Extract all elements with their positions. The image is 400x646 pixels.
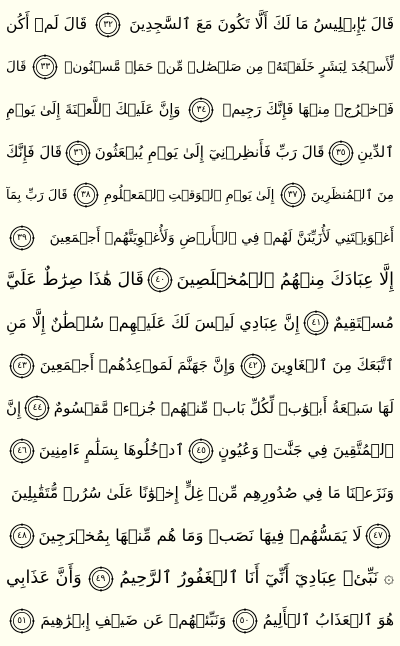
ayah-number: ٤٤ [32,403,43,414]
verse-text: قَالَ [6,58,27,75]
ayah-number-marker [24,395,50,421]
verse-text: وَإِنَّ جَهَنَّمَ لَمَوۡعِدُهُمۡ أَجۡمَعِينَ [39,356,236,375]
verse-text: لَهَا سَبۡعَةُ أَبۡوَٰبٖ لِّكُلِّ بَابٖ مِّنۡهُمۡ جُزۡءٞ مَّقۡسُومٌ [53,398,394,417]
ayah-number-marker [88,566,114,592]
verse-line [6,600,394,643]
verse-line [6,345,394,388]
verse-text: إِلَىٰ يَوۡمِ ٱلۡوَقۡتِ ٱلۡمَعۡلُومِ [104,187,275,203]
verse-text: قَالَ لَمۡ أَكُن [6,15,88,34]
ayah-number: ٥٠ [239,616,250,627]
verse-line [6,302,394,345]
verse-line [6,430,394,473]
verse-line [6,260,394,303]
ayah-number-marker [9,523,35,549]
ayah-number: ٣٢ [103,19,113,30]
ayah-number: ٣٤ [196,104,207,115]
verse-line [6,174,394,217]
verse-lines [6,4,394,643]
verse-text: إِنَّ عِبَادِي لَيۡسَ لَكَ عَلَيۡهِمۡ سُلۡطَٰنٌ إِلَّا مَنِ [6,312,300,332]
ayah-number: ٣٣ [40,62,51,73]
verse-text: وَنَزَعۡنَا مَا فِي صُدُورِهِم مِّنۡ غِلٍّ إِخۡوَٰنًا عَلَىٰ سُرُرٖ مُّتَقَٰبِلِينَ [11,483,394,502]
verse-text: قَالَ رَبِّ بِمَآ [6,187,68,203]
ayah-number: ٥١ [17,616,27,627]
verse-text: هُوَ ٱلۡعَذَابُ ٱلۡأَلِيمُ [262,611,394,630]
ayah-number: ٣٧ [287,190,298,201]
ayah-number: ٣٩ [17,232,27,243]
ayah-number: ٤٠ [155,275,166,286]
verse-text: إِنَّ [6,398,22,417]
ayah-number: ٤٦ [17,445,27,456]
verse-text: ٱدۡخُلُوهَا بِسَلَٰمٍ ءَامِنِينَ [38,440,185,459]
verse-text: لِّأَسۡجُدَ لِبَشَرٍ خَلَقۡتَهُۥ مِن صَلۡصَٰلٖ مِّنۡ حَمَإٖ مَّسۡنُونٖ [64,58,394,75]
ayah-number-marker [303,310,329,336]
ayah-number-marker [95,12,121,38]
ayah-number-marker [65,140,91,166]
verse-text: قَالَ فَإِنَّكَ [6,143,62,162]
verse-line [6,47,394,90]
ayah-number-marker [365,523,391,549]
verse-text: أَغۡوَيۡتَنِي لَأُزَيِّنَنَّ لَهُمۡ فِي ٱلۡأَرۡضِ وَلَأُغۡوِيَنَّهُمۡ أَجۡمَعِينَ [49,229,394,246]
verse-line [6,132,394,175]
verse-text: مِنَ ٱلۡمُنظَرِينَ [310,187,394,203]
ayah-number-marker [32,54,58,80]
ayah-number: ٣٥ [335,147,346,158]
ayah-number-marker [73,182,99,208]
verse-line [6,89,394,132]
verse-line [6,558,394,601]
ayah-number: ٤٣ [17,360,27,371]
ayah-number-marker [147,267,173,293]
ayah-number-marker [328,140,354,166]
ayah-number-marker [240,353,266,379]
verse-text: قَالَ يَٰٓإِبۡلِيسُ مَا لَكَ أَلَّا تَكُونَ مَعَ ٱلسَّٰجِدِينَ [129,15,394,34]
verse-text: إِلَّا عِبَادَكَ مِنۡهُمُ ٱلۡمُخۡلَصِينَ [176,269,394,290]
ayah-number-marker [232,608,258,634]
ayah-number-marker [9,353,35,379]
verse-text: مُسۡتَقِيمٌ [333,312,394,332]
verse-text: وَنَبِّئۡهُمۡ عَن ضَيۡفِ إِبۡرَٰهِيمَ [40,611,227,630]
ayah-number: ٤٥ [196,445,206,456]
verse-text: قَالَ رَبِّ فَأَنظِرۡنِيٓ إِلَىٰ يَوۡمِ يُبۡعَثُونَ [94,143,325,162]
ayah-number-marker [9,438,35,464]
verse-line [6,515,394,558]
ayah-number: ٤٨ [17,530,27,541]
ayah-number-marker [9,225,35,251]
verse-text: ٱتَّبَعَكَ مِنَ ٱلۡغَاوِينَ [270,356,394,375]
verse-text: فَٱخۡرُجۡ مِنۡهَا فَإِنَّكَ رَجِيمٞ [222,101,394,118]
verse-text: وَإِنَّ عَلَيۡكَ ٱللَّعۡنَةَ إِلَىٰ يَوۡمِ [6,101,181,118]
verse-text: ٱلدِّينِ [357,143,394,162]
verse-text: ۞ نَبِّئۡ عِبَادِيٓ أَنِّيٓ أَنَا ٱلۡغَفُورُ ٱلرَّحِيمُ [119,567,394,588]
verse-line [6,4,394,47]
verse-line [6,473,394,516]
ayah-number: ٣٦ [73,147,84,158]
verse-text: ٱلۡمُتَّقِينَ فِي جَنَّٰتٖ وَعُيُونٍ [218,440,394,459]
ayah-number-marker [188,97,214,123]
ayah-number-marker [9,608,35,634]
ayah-number: ٤١ [311,317,322,328]
ayah-number-marker [188,438,214,464]
verse-text: وَأَنَّ عَذَابِي [6,567,82,588]
ayah-number: ٤٢ [248,360,258,371]
verse-line [6,387,394,430]
ayah-number: ٣٨ [80,190,91,201]
ayah-number: ٤٩ [95,573,106,584]
ayah-number-marker [280,182,306,208]
verse-line [6,217,394,260]
ayah-number: ٤٧ [373,530,383,541]
verse-text: لَا يَمَسُّهُمۡ فِيهَا نَصَبٞ وَمَا هُم مِّنۡهَا بِمُخۡرَجِينَ [38,525,362,545]
verse-text: قَالَ هَٰذَا صِرَٰطٌ عَلَيَّ [6,269,144,290]
